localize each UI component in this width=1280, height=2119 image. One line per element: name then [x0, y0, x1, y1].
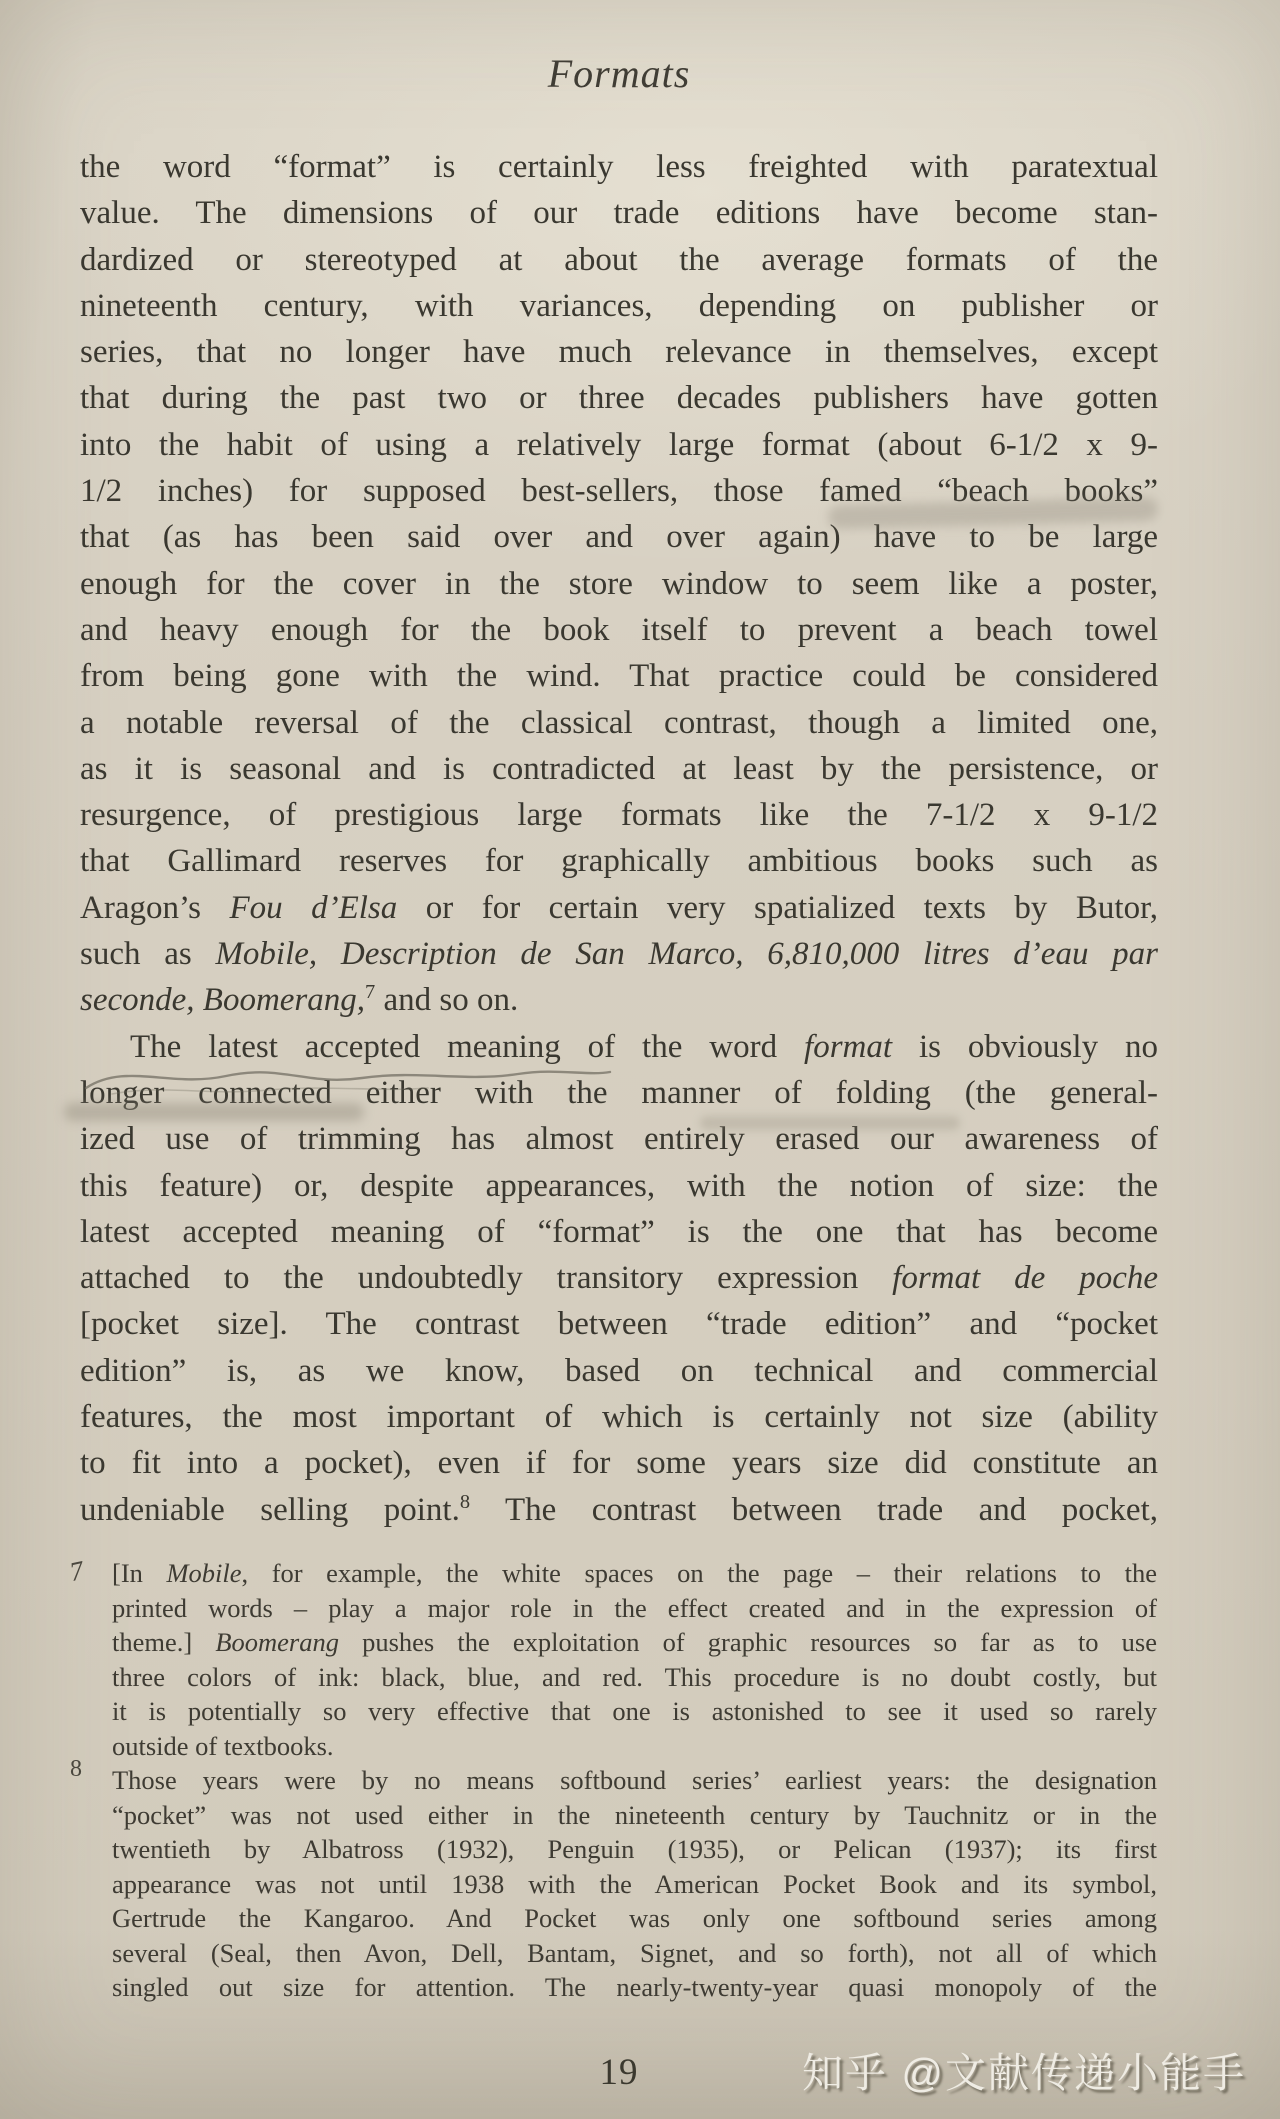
text-segment: and heavy enough for the book itself to prevent a beach towel [80, 611, 1158, 648]
footnote-7-text [112, 1556, 1157, 1763]
text-line [80, 144, 1158, 190]
text-segment: the word “format” is certainly less freighted with paratextual [80, 149, 1158, 185]
text-segment: Mobile, Description de San Marco, 6,810,000 litres d’eau par [215, 936, 1159, 973]
text-line [112, 1867, 1157, 1902]
text-segment: series, that no longer have much relevance in themselves, except [80, 334, 1158, 371]
text-segment: format [804, 1028, 893, 1065]
text-segment: into the habit of using a relatively large format (about 6-1/2 x 9- [80, 426, 1158, 463]
text-line [80, 514, 1158, 560]
text-segment: , for example, the white spaces on the page – their relations to the [241, 1558, 1157, 1588]
text-line [80, 885, 1158, 931]
text-segment: printed words – play a major role in the effect created and in the expression of [112, 1592, 1157, 1623]
text-segment: that (as has been said over and over again) have to be large [80, 519, 1158, 556]
text-segment: undeniable selling point. [80, 1491, 460, 1528]
text-segment: attached to the undoubtedly transitory expression [80, 1260, 893, 1297]
footnote-7-marker: 7 [66, 1554, 87, 1588]
text-segment: [In [112, 1558, 167, 1588]
zhihu-watermark: 知乎 @文献传递小能手 [801, 2050, 1246, 2096]
text-segment: and so on. [375, 982, 519, 1019]
text-line [80, 422, 1158, 468]
text-line [80, 1487, 1158, 1533]
text-segment: Boomerang [215, 1627, 339, 1657]
running-head: Formats [547, 51, 691, 96]
text-segment: The latest accepted meaning of the word [130, 1028, 805, 1065]
text-line [80, 746, 1158, 792]
page-number: 19 [599, 2052, 639, 2093]
text-line [112, 1660, 1157, 1695]
text-segment: longer connected either with the manner of folding (the general- [80, 1074, 1158, 1111]
text-segment: such as [80, 936, 216, 973]
text-segment: latest accepted meaning of “format” is the one that has become [80, 1213, 1158, 1250]
text-segment: is obviously no [892, 1028, 1158, 1065]
text-line [80, 1163, 1158, 1209]
text-line [112, 1970, 1157, 2005]
text-segment: Those years were by no means softbound series’ earliest years: the designation [112, 1765, 1157, 1795]
text-segment: resurgence, of prestigious large formats like the 7-1/2 x 9-1/2 [80, 797, 1158, 834]
text-line [80, 792, 1158, 838]
text-line [112, 1694, 1157, 1729]
text-segment: nineteenth century, with variances, depending on publisher or [80, 287, 1158, 324]
text-segment: singled out size for attention. The nearly-twenty-year quasi monopoly of the [112, 1972, 1157, 2002]
text-segment: a notable reversal of the classical contrast, though a limited one, [80, 704, 1158, 741]
text-segment: or for certain very spatialized texts by Butor, [397, 889, 1158, 926]
text-segment: [pocket size]. The contrast between “trade edition” and “pocket [80, 1306, 1158, 1343]
body-text [80, 144, 1158, 1533]
text-line [112, 1763, 1157, 1798]
text-line [80, 1348, 1158, 1394]
text-line [112, 1901, 1157, 1936]
text-segment: Mobile [166, 1558, 242, 1588]
text-line [112, 1556, 1157, 1591]
footnote-8-marker: 8 [70, 1756, 82, 1782]
text-segment: 8 [459, 1490, 471, 1513]
text-segment: this feature) or, despite appearances, with the notion of size: the [80, 1167, 1158, 1204]
text-line [80, 283, 1158, 329]
text-line [80, 329, 1158, 375]
text-line [80, 838, 1158, 884]
text-segment: as it is seasonal and is contradicted at least by the persistence, or [80, 750, 1158, 787]
text-line [80, 1209, 1158, 1255]
text-line [112, 1798, 1157, 1833]
text-line [80, 1255, 1158, 1301]
text-segment: value. The dimensions of our trade editions have become stan- [80, 195, 1158, 232]
text-segment: Aragon’s [80, 889, 230, 926]
text-segment: that Gallimard reserves for graphically ambitious books such as [80, 843, 1158, 880]
text-line [80, 1070, 1158, 1116]
text-segment: twentieth by Albatross (1932), Penguin (1935), or Pelican (1937); its first [112, 1834, 1157, 1864]
text-segment: it is potentially so very effective that one is astonished to see it used so rarely [112, 1696, 1157, 1726]
text-segment: features, the most important of which is certainly not size (ability [80, 1399, 1158, 1436]
text-line [112, 1832, 1157, 1867]
text-segment: several (Seal, then Avon, Dell, Bantam, Signet, and so forth), not all of which [112, 1937, 1157, 1968]
text-line [80, 1116, 1158, 1162]
text-segment: outside of textbooks. [112, 1730, 334, 1761]
text-line [80, 561, 1158, 607]
text-segment: 7 [365, 981, 376, 1004]
text-segment: that during the past two or three decades publishers have gotten [80, 380, 1158, 417]
text-segment: enough for the cover in the store window to seem like a poster, [80, 565, 1158, 602]
footnotes [0, 1556, 1280, 2005]
text-line [112, 1936, 1157, 1971]
text-line [80, 468, 1158, 514]
text-line [80, 237, 1158, 283]
text-segment: pushes the exploitation of graphic resources so far as to use [338, 1627, 1157, 1657]
text-line [80, 653, 1158, 699]
text-line [112, 1729, 1157, 1764]
text-segment: to fit into a pocket), even if for some years size did constitute an [80, 1445, 1158, 1482]
text-segment: Fou d’Elsa [229, 889, 398, 926]
text-line [112, 1591, 1157, 1626]
text-line [80, 1440, 1158, 1486]
text-line [80, 1024, 1158, 1070]
text-segment: seconde, Boomerang, [80, 982, 366, 1019]
text-line [80, 190, 1158, 236]
text-segment: The contrast between trade and pocket, [470, 1491, 1158, 1528]
text-segment: appearance was not until 1938 with the American Pocket Book and its symbol, [112, 1868, 1157, 1899]
text-line [80, 931, 1158, 977]
footnote-8-text [112, 1763, 1157, 2005]
text-line [80, 700, 1158, 746]
text-segment: Gertrude the Kangaroo. And Pocket was only one softbound series among [112, 1903, 1157, 1933]
text-segment: 1/2 inches) for supposed best-sellers, those famed “beach books” [80, 473, 1158, 510]
footnote-7 [0, 1556, 1280, 1763]
text-line [80, 1301, 1158, 1347]
text-line [80, 375, 1158, 421]
text-segment: ized use of trimming has almost entirely erased our awareness of [80, 1121, 1158, 1158]
text-segment: “pocket” was not used either in the nineteenth century by Tauchnitz or in the [112, 1799, 1157, 1830]
text-segment: from being gone with the wind. That practice could be considered [80, 658, 1158, 695]
text-segment: format de poche [892, 1260, 1158, 1297]
footnote-8 [0, 1756, 1280, 2005]
text-line [80, 607, 1158, 653]
text-segment: edition” is, as we know, based on technical and commercial [80, 1352, 1158, 1389]
text-segment: dardized or stereotyped at about the average formats of the [80, 241, 1158, 278]
text-line [80, 1394, 1158, 1440]
text-segment: three colors of ink: black, blue, and red. This procedure is no doubt costly, but [112, 1661, 1157, 1692]
text-line [112, 1625, 1157, 1660]
text-line [80, 977, 1158, 1023]
text-segment: theme.] [112, 1627, 216, 1657]
